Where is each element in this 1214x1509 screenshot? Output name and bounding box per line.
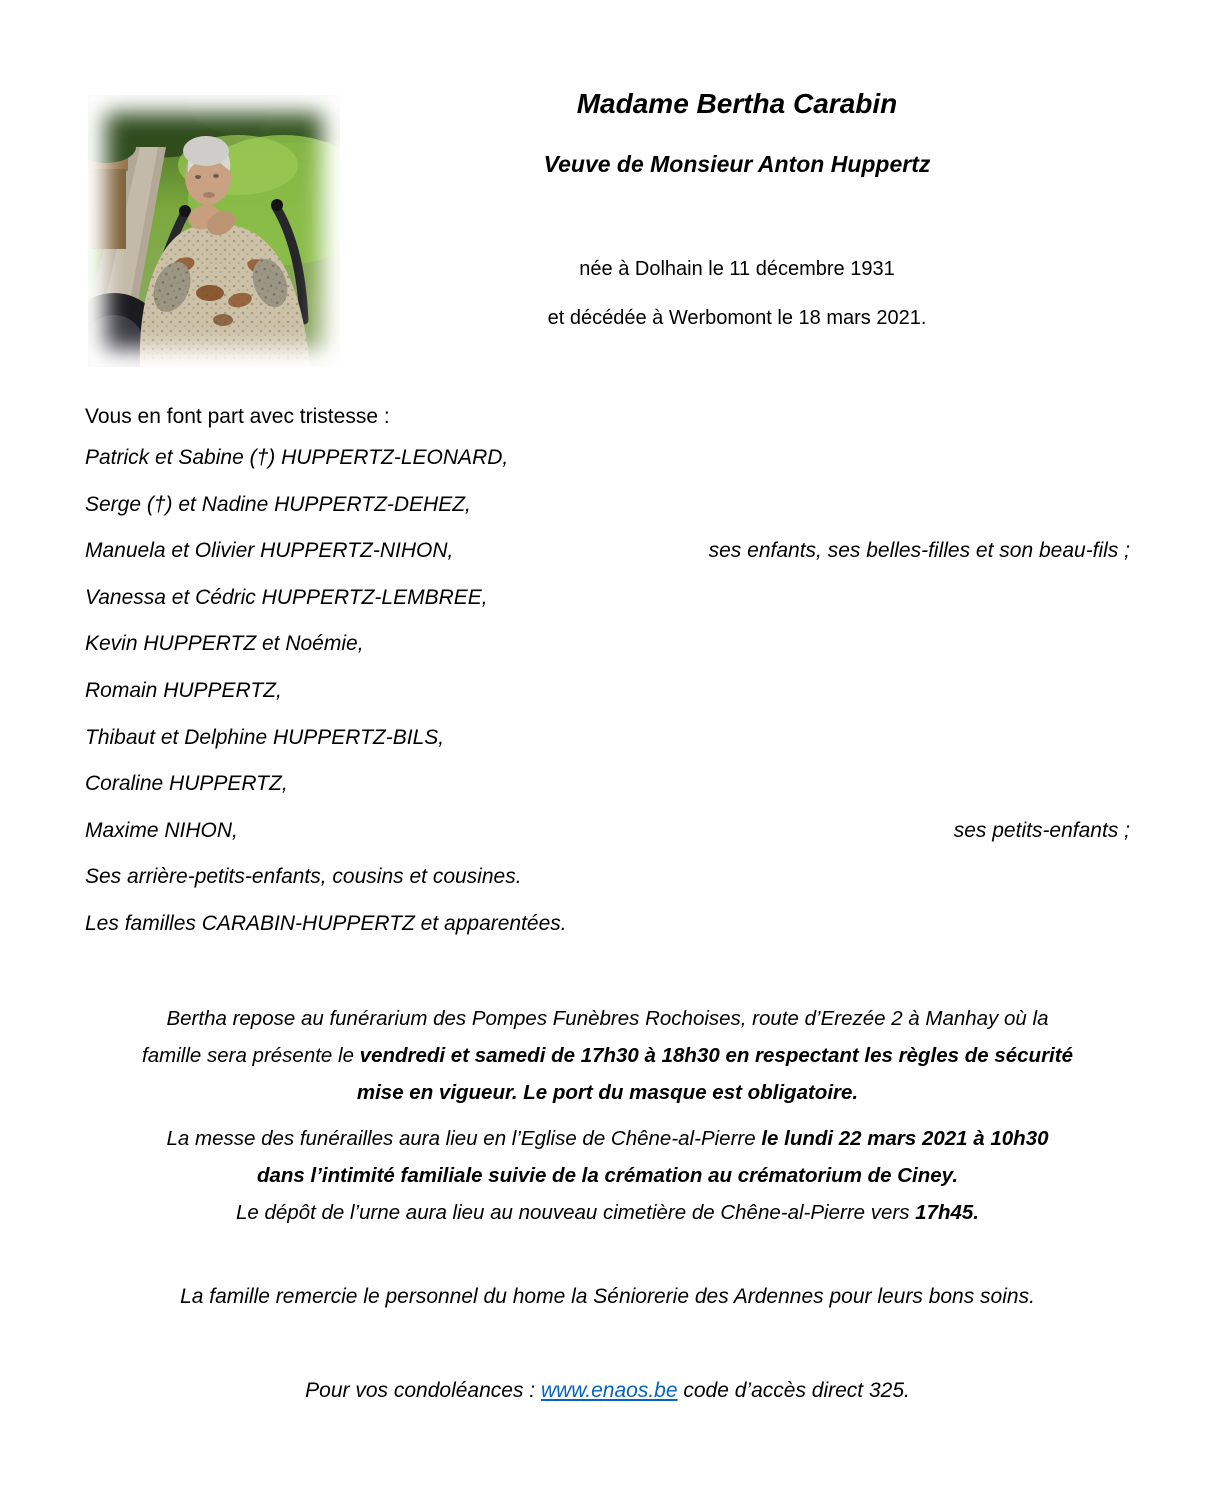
- family-member-name: Coraline HUPPERTZ,: [85, 772, 288, 796]
- family-member-line: [85, 901, 1130, 948]
- family-member-line: [85, 435, 1130, 482]
- paragraph-bold-segment: dans l’intimité familiale suivie de la crémation au crématorium de Ciney.: [256, 1164, 959, 1187]
- paragraph-segment: Bertha repose au funérarium des Pompes Funèbres Rochoises, route d’Erezée 2 à Manhay où la: [166, 1007, 1049, 1030]
- funeral-mass-paragraph: [85, 1120, 1130, 1231]
- paragraph-bold-segment: mise en vigueur. Le port du masque est obligatoire.: [356, 1081, 859, 1104]
- family-member-line: [85, 528, 1130, 575]
- paragraph-bold-segment: vendredi et samedi de 17h30 à 18h30 en respectant les règles de sécurité: [359, 1044, 1073, 1067]
- enaos-link[interactable]: www.enaos.be: [540, 1379, 678, 1402]
- death-line: et décédée à Werbomont le 18 mars 2021.: [547, 307, 927, 329]
- header-block: [340, 88, 1134, 330]
- relation-label: ses enfants, ses belles-filles et son beau-fils ;: [708, 539, 1130, 563]
- paragraph-segment: Le dépôt de l’urne aura lieu au nouveau cimetière de Chêne-al-Pierre vers: [235, 1201, 916, 1224]
- family-member-name: Vanessa et Cédric HUPPERTZ-LEMBREE,: [85, 585, 488, 609]
- family-member-name: Kevin HUPPERTZ et Noémie,: [85, 632, 364, 656]
- family-member-name: Serge (†) et Nadine HUPPERTZ-DEHEZ,: [85, 492, 471, 516]
- family-member-name: Les familles CARABIN-HUPPERTZ et apparentées.: [85, 911, 567, 935]
- elderly-woman-portrait-photo: [88, 95, 340, 367]
- birth-line: née à Dolhain le 11 décembre 1931: [579, 258, 895, 280]
- family-member-name: Romain HUPPERTZ,: [85, 678, 282, 702]
- family-member-line: [85, 668, 1130, 715]
- deceased-name-title: Madame Bertha Carabin: [576, 88, 898, 119]
- condolences-prefix: Pour vos condoléances :: [305, 1379, 541, 1402]
- condolences-suffix: code d’accès direct 325.: [677, 1379, 910, 1402]
- repose-paragraph: [85, 1000, 1130, 1111]
- paragraph-segment: La messe des funérailles aura lieu en l’Eglise de Chêne-al-Pierre: [166, 1127, 762, 1150]
- family-member-name: Ses arrière-petits-enfants, cousins et cousines.: [85, 865, 522, 889]
- family-member-line: [85, 761, 1130, 808]
- announcement-section: [85, 403, 1130, 948]
- family-member-line: [85, 808, 1130, 855]
- family-member-line: [85, 715, 1130, 762]
- family-member-name: Patrick et Sabine (†) HUPPERTZ-LEONARD,: [85, 446, 509, 469]
- family-member-name: Maxime NIHON,: [85, 818, 238, 842]
- condolences-paragraph: [85, 1377, 1130, 1405]
- paragraph-bold-segment: 17h45.: [915, 1201, 979, 1224]
- family-member-line: [85, 575, 1130, 622]
- family-member-line: [85, 621, 1130, 668]
- deceased-portrait-photo: [88, 95, 340, 367]
- announcement-intro: Vous en font part avec tristesse :: [85, 405, 390, 428]
- family-list: [85, 435, 1130, 948]
- relation-label: ses petits-enfants ;: [953, 818, 1130, 842]
- paragraph-bold-segment: le lundi 22 mars 2021 à 10h30: [761, 1127, 1049, 1150]
- paragraph-segment: famille sera présente le: [142, 1044, 360, 1067]
- family-member-line: [85, 482, 1130, 529]
- family-member-line: [85, 854, 1130, 901]
- thanks-paragraph: La famille remercie le personnel du home la Séniorerie des Ardennes pour leurs bons soins.: [180, 1285, 1035, 1308]
- widow-subtitle: Veuve de Monsieur Anton Huppertz: [543, 151, 931, 177]
- family-member-name: Thibaut et Delphine HUPPERTZ-BILS,: [85, 725, 445, 749]
- family-member-name: Manuela et Olivier HUPPERTZ-NIHON,: [85, 539, 454, 563]
